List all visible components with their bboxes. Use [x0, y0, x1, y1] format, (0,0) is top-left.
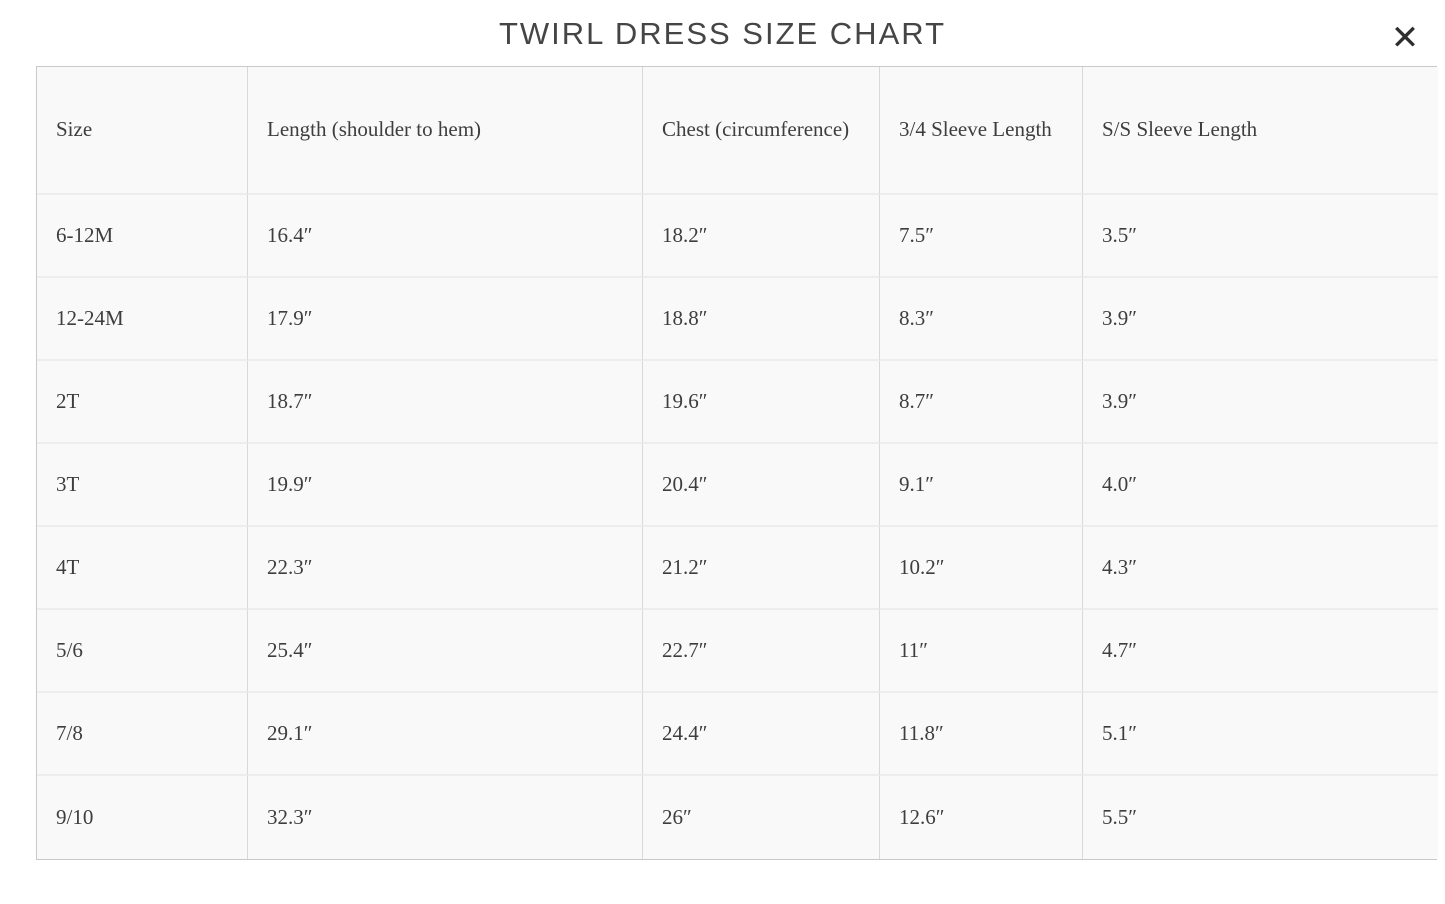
cell-sleevess: 5.1″: [1083, 693, 1438, 776]
cell-size: 2T: [37, 361, 248, 444]
table-row: [37, 610, 1438, 693]
close-button[interactable]: [1383, 16, 1427, 60]
cell-sleeve34: 7.5″: [880, 195, 1083, 278]
cell-sleeve34: 10.2″: [880, 527, 1083, 610]
table-row: [37, 278, 1438, 361]
header-cell-chest: Chest (circumference): [643, 67, 880, 195]
cell-chest: 26″: [643, 776, 880, 859]
cell-chest: 18.8″: [643, 278, 880, 361]
cell-length: 16.4″: [248, 195, 643, 278]
cell-length: 22.3″: [248, 527, 643, 610]
cell-length: 25.4″: [248, 610, 643, 693]
cell-chest: 20.4″: [643, 444, 880, 527]
close-icon: ✕: [1390, 18, 1420, 58]
cell-sleeve34: 8.7″: [880, 361, 1083, 444]
table-row: [37, 693, 1438, 776]
cell-chest: 24.4″: [643, 693, 880, 776]
cell-sleeve34: 8.3″: [880, 278, 1083, 361]
cell-size: 4T: [37, 527, 248, 610]
cell-size: 7/8: [37, 693, 248, 776]
cell-sleevess: 4.0″: [1083, 444, 1438, 527]
cell-sleevess: 4.7″: [1083, 610, 1438, 693]
cell-sleevess: 3.5″: [1083, 195, 1438, 278]
cell-sleeve34: 11.8″: [880, 693, 1083, 776]
table-row: [37, 527, 1438, 610]
cell-sleeve34: 9.1″: [880, 444, 1083, 527]
modal-header: [0, 0, 1445, 66]
header-cell-length: Length (shoulder to hem): [248, 67, 643, 195]
table-row: [37, 776, 1438, 859]
table-row: [37, 361, 1438, 444]
cell-length: 29.1″: [248, 693, 643, 776]
cell-length: 17.9″: [248, 278, 643, 361]
table-row: [37, 444, 1438, 527]
cell-length: 18.7″: [248, 361, 643, 444]
header-cell-size: Size: [37, 67, 248, 195]
cell-size: 12-24M: [37, 278, 248, 361]
header-cell-sleevess: S/S Sleeve Length: [1083, 67, 1438, 195]
header-cell-sleeve34: 3/4 Sleeve Length: [880, 67, 1083, 195]
cell-length: 32.3″: [248, 776, 643, 859]
table-header-row: [37, 67, 1438, 195]
size-chart-table: [36, 66, 1437, 860]
cell-chest: 19.6″: [643, 361, 880, 444]
cell-size: 6-12M: [37, 195, 248, 278]
cell-size: 3T: [37, 444, 248, 527]
cell-sleeve34: 11″: [880, 610, 1083, 693]
cell-sleevess: 4.3″: [1083, 527, 1438, 610]
cell-size: 9/10: [37, 776, 248, 859]
page-title: TWIRL DRESS SIZE CHART: [498, 16, 947, 51]
cell-sleevess: 3.9″: [1083, 361, 1438, 444]
table-row: [37, 195, 1438, 278]
cell-length: 19.9″: [248, 444, 643, 527]
cell-chest: 22.7″: [643, 610, 880, 693]
cell-chest: 18.2″: [643, 195, 880, 278]
cell-sleeve34: 12.6″: [880, 776, 1083, 859]
cell-sleevess: 3.9″: [1083, 278, 1438, 361]
cell-sleevess: 5.5″: [1083, 776, 1438, 859]
cell-size: 5/6: [37, 610, 248, 693]
cell-chest: 21.2″: [643, 527, 880, 610]
